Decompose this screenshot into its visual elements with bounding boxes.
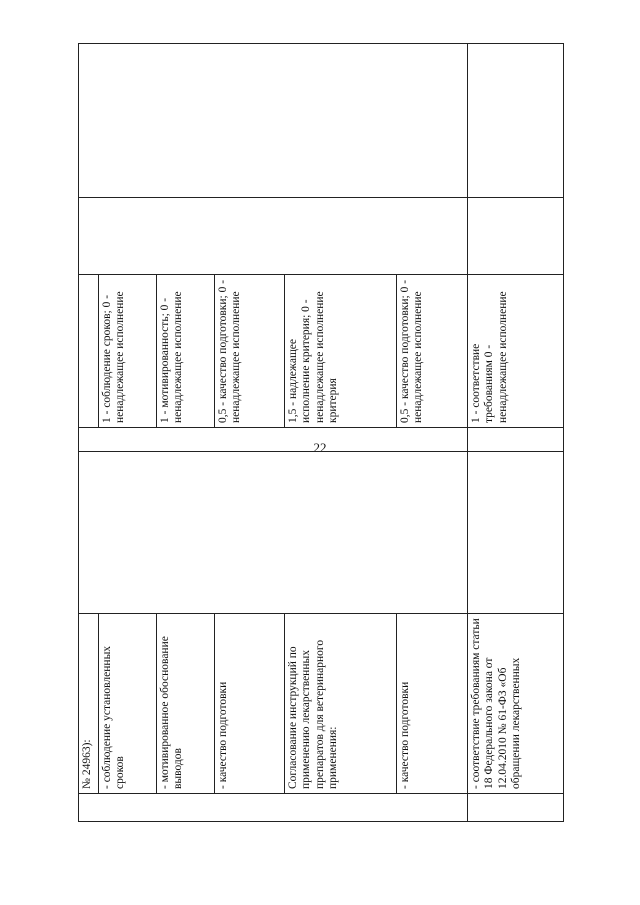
criteria-table	[78, 43, 564, 822]
table-cell	[468, 428, 564, 452]
table-row	[79, 44, 99, 822]
table-cell-criterion: - мотивированное обоснование выводов	[157, 614, 215, 794]
rotated-table-wrapper	[78, 44, 565, 822]
table-cell	[79, 452, 468, 614]
table-cell	[79, 428, 468, 452]
table-row	[468, 44, 564, 822]
page-number: 22	[313, 440, 327, 455]
table-cell-score: 1 - мотивированность; 0 - ненадлежащее исполнение	[157, 275, 215, 428]
table-cell	[468, 44, 564, 198]
table-cell	[468, 794, 564, 822]
table-cell-criterion: № 24963):	[79, 614, 99, 794]
table-cell	[79, 794, 468, 822]
table-cell	[468, 452, 564, 614]
table-cell-criterion: Согласование инструкций по применению лекарственных препаратов для ветеринарного применения:	[285, 614, 397, 794]
table-cell-score: 1 - соблюдение сроков; 0 - ненадлежащее исполнение	[99, 275, 157, 428]
table-cell-score: 1 - соответствие требованиям 0 - ненадлежащее исполнение	[468, 275, 564, 428]
table-cell-score: 0,5 - качество подготовки; 0 - ненадлежащее исполнение	[397, 275, 468, 428]
table-cell	[79, 44, 468, 198]
table-cell-criterion: - качество подготовки	[397, 614, 468, 794]
table-cell	[468, 198, 564, 275]
table-cell-score: 1,5 - надлежащее исполнение критерия; 0 - ненадлежащее исполнение критерия	[285, 275, 397, 428]
table-cell	[79, 198, 468, 275]
table-cell-criterion: - соблюдение установленных сроков	[99, 614, 157, 794]
table-cell-score: 0,5 - качество подготовки; 0 - ненадлежащее исполнение	[215, 275, 285, 428]
table-cell-criterion: - качество подготовки	[215, 614, 285, 794]
table-cell-score	[79, 275, 99, 428]
table-cell-criterion: - соответствие требованиям статьи 18 Федерального закона от 12.04.2010 № 61-ФЗ «Об обращении лекарственных	[468, 614, 564, 794]
